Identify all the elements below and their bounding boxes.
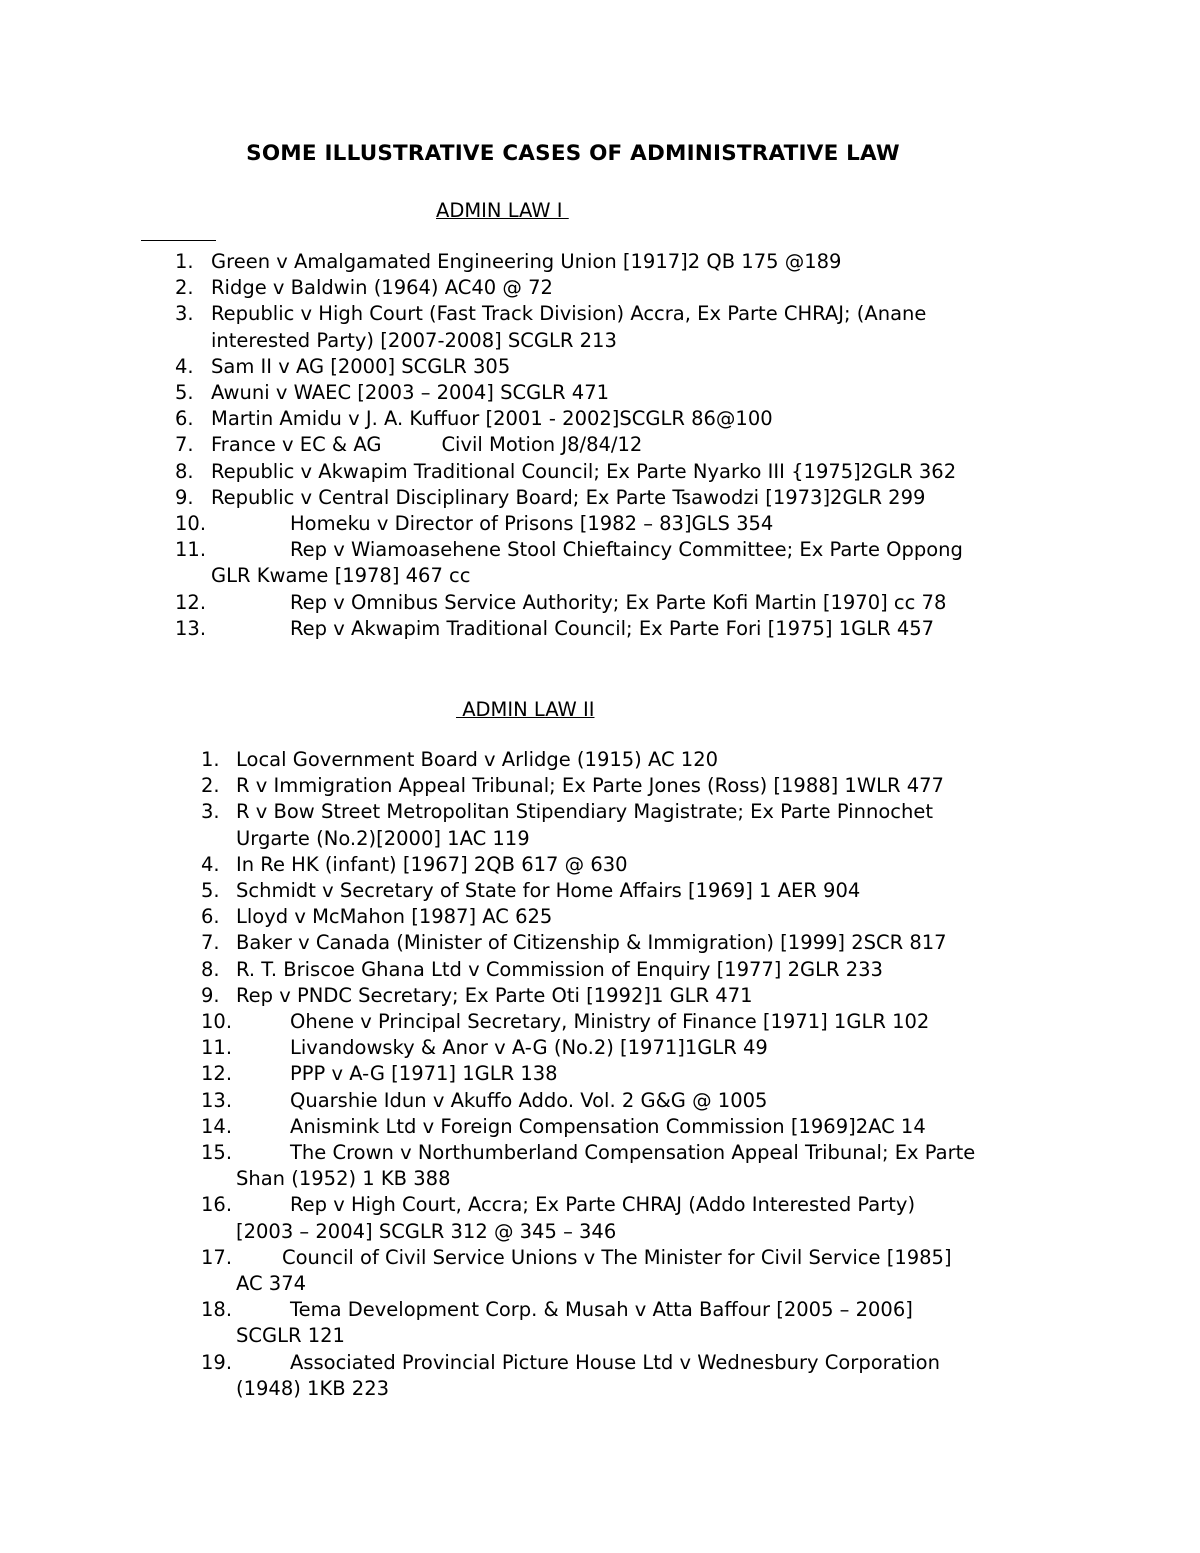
list-item: 4. In Re HK (infant) [1967] 2QB 617 @ 630 <box>201 852 628 876</box>
case-text: Republic v High Court (Fast Track Division) Accra, Ex Parte CHRAJ; (Anane <box>211 302 927 326</box>
list-item: 12. PPP v A-G [1971] 1GLR 138 <box>201 1062 558 1086</box>
case-text: Martin Amidu v J. A. Kuffuor [2001 - 2002]SCGLR 86@100 <box>211 407 773 431</box>
case-text: Rep v PNDC Secretary; Ex Parte Oti [1992]1 GLR 471 <box>236 983 753 1007</box>
case-text-continuation: interested Party) [2007-2008] SCGLR 213 <box>211 328 617 352</box>
case-text: Ridge v Baldwin (1964) AC40 @ 72 <box>211 276 553 300</box>
case-text: Green v Amalgamated Engineering Union [1917]2 QB 175 @189 <box>211 250 842 273</box>
case-text: Council of Civil Service Unions v The Minister for Civil Service [1985] <box>282 1245 952 1269</box>
case-text: Homeku v Director of Prisons [1982 – 83]GLS 354 <box>290 512 774 536</box>
list-item: 1. Local Government Board v Arlidge (1915) AC 120 <box>201 748 719 771</box>
case-text: Quarshie Idun v Akuffo Addo. Vol. 2 G&G @ 1005 <box>290 1088 768 1112</box>
case-text-continuation: [2003 – 2004] SCGLR 312 @ 345 – 346 <box>236 1219 617 1243</box>
list-item: 13. Quarshie Idun v Akuffo Addo. Vol. 2 G&G @ 1005 <box>201 1088 768 1112</box>
list-item: 5. Awuni v WAEC [2003 – 2004] SCGLR 471 <box>175 381 610 405</box>
case-text-continuation: Urgarte (No.2)[2000] 1AC 119 <box>236 826 530 850</box>
case-text-civil-motion: Civil Motion J8/84/12 <box>441 433 643 457</box>
list-item: 19. Associated Provincial Picture House Ltd v Wednesbury Corporation (1948) 1KB 223 <box>201 1350 975 1402</box>
case-text: R v Immigration Appeal Tribunal; Ex Parte Jones (Ross) [1988] 1WLR 477 <box>236 774 944 798</box>
list-item: 6. Martin Amidu v J. A. Kuffuor [2001 - 2002]SCGLR 86@100 <box>175 407 773 431</box>
list-item: 12. Rep v Omnibus Service Authority; Ex Parte Kofi Martin [1970] cc 78 <box>175 590 947 614</box>
case-text: Baker v Canada (Minister of Citizenship & Immigration) [1999] 2SCR 817 <box>236 931 947 955</box>
case-text: Ohene v Principal Secretary, Ministry of Finance [1971] 1GLR 102 <box>290 1010 930 1034</box>
case-text: Republic v Akwapim Traditional Council; Ex Parte Nyarko III {1975]2GLR 362 <box>211 459 957 483</box>
case-text-continuation: (1948) 1KB 223 <box>236 1376 390 1400</box>
list-item: 1. Green v Amalgamated Engineering Union [1917]2 QB 175 @189 <box>175 250 842 273</box>
list-item: 16. Rep v High Court, Accra; Ex Parte CHRAJ (Addo Interested Party) [2003 – 2004] SCGLR 312 @ 345 – 346 <box>201 1192 975 1244</box>
list-item: 11. Livandowsky & Anor v A-G (No.2) [1971]1GLR 49 <box>201 1036 768 1060</box>
case-text: Associated Provincial Picture House Ltd v Wednesbury Corporation <box>290 1350 940 1374</box>
divider-rule <box>141 240 216 241</box>
case-text: Rep v Omnibus Service Authority; Ex Parte Kofi Martin [1970] cc 78 <box>290 590 947 614</box>
list-item: 3. R v Bow Street Metropolitan Stipendiary Magistrate; Ex Parte Pinnochet Urgarte (No.2)[2000] 1AC 119 <box>201 800 933 850</box>
section-heading-admin-law-1: ADMIN LAW I <box>436 199 569 222</box>
list-item: 13. Rep v Akwapim Traditional Council; Ex Parte Fori [1975] 1GLR 457 <box>175 616 935 640</box>
list-item: 5. Schmidt v Secretary of State for Home Affairs [1969] 1 AER 904 <box>201 879 861 903</box>
case-text-continuation: Shan (1952) 1 KB 388 <box>236 1167 451 1191</box>
list-item: 8. R. T. Briscoe Ghana Ltd v Commission of Enquiry [1977] 2GLR 233 <box>201 957 883 981</box>
document-title: SOME ILLUSTRATIVE CASES OF ADMINISTRATIVE LAW <box>246 141 900 166</box>
case-text: Rep v Wiamoasehene Stool Chieftaincy Committee; Ex Parte Oppong <box>290 538 963 562</box>
list-item: 4. Sam II v AG [2000] SCGLR 305 <box>175 354 511 378</box>
case-text: Livandowsky & Anor v A-G (No.2) [1971]1GLR 49 <box>290 1036 768 1060</box>
case-text: R v Bow Street Metropolitan Stipendiary Magistrate; Ex Parte Pinnochet <box>236 800 933 824</box>
case-text: Rep v High Court, Accra; Ex Parte CHRAJ (Addo Interested Party) <box>290 1193 916 1217</box>
case-text: France v EC & AG <box>211 433 382 457</box>
list-item: 17. Council of Civil Service Unions v The Minister for Civil Service [1985] AC 374 <box>201 1245 975 1297</box>
list-item: 18. Tema Development Corp. & Musah v Atta Baffour [2005 – 2006] SCGLR 121 <box>201 1297 975 1349</box>
list-item: 15. The Crown v Northumberland Compensation Appeal Tribunal; Ex Parte Shan (1952) 1 KB 388 <box>201 1140 975 1192</box>
case-text: In Re HK (infant) [1967] 2QB 617 @ 630 <box>236 852 628 876</box>
case-text: PPP v A-G [1971] 1GLR 138 <box>290 1062 558 1086</box>
case-text-continuation: AC 374 <box>236 1272 307 1296</box>
list-item: 9. Republic v Central Disciplinary Board; Ex Parte Tsawodzi [1973]2GLR 299 <box>175 485 926 509</box>
case-text-continuation: GLR Kwame [1978] 467 cc <box>211 564 471 588</box>
list-item: 6. Lloyd v McMahon [1987] AC 625 <box>201 905 553 929</box>
list-item: 8. Republic v Akwapim Traditional Council; Ex Parte Nyarko III {1975]2GLR 362 <box>175 459 957 483</box>
list-item: 2. Ridge v Baldwin (1964) AC40 @ 72 <box>175 276 553 300</box>
case-text: Awuni v WAEC [2003 – 2004] SCGLR 471 <box>211 381 610 405</box>
section-heading-admin-law-2: ADMIN LAW II <box>456 698 595 721</box>
case-text: The Crown v Northumberland Compensation Appeal Tribunal; Ex Parte <box>290 1141 976 1165</box>
case-text: Anismink Ltd v Foreign Compensation Commission [1969]2AC 14 <box>290 1114 926 1138</box>
list-item: 7. France v EC & AG Civil Motion J8/84/12 <box>175 433 643 457</box>
list-item: 14. Anismink Ltd v Foreign Compensation Commission [1969]2AC 14 <box>201 1114 926 1138</box>
list-item: 2. R v Immigration Appeal Tribunal; Ex Parte Jones (Ross) [1988] 1WLR 477 <box>201 774 944 798</box>
list-item: 10. Ohene v Principal Secretary, Ministry of Finance [1971] 1GLR 102 <box>201 1010 930 1034</box>
list-item: 3. Republic v High Court (Fast Track Division) Accra, Ex Parte CHRAJ; (Anane interested Party) [2007-2008] SCGLR 213 <box>175 302 927 352</box>
case-text-continuation: SCGLR 121 <box>236 1324 345 1348</box>
list-item: 9. Rep v PNDC Secretary; Ex Parte Oti [1992]1 GLR 471 <box>201 983 753 1007</box>
case-list-admin-law-1 <box>175 249 963 642</box>
case-list-admin-law-2 <box>201 747 975 1402</box>
case-text: Republic v Central Disciplinary Board; Ex Parte Tsawodzi [1973]2GLR 299 <box>211 485 926 509</box>
list-item: 10. Homeku v Director of Prisons [1982 – 83]GLS 354 <box>175 512 774 536</box>
list-item: 11. Rep v Wiamoasehene Stool Chieftaincy Committee; Ex Parte Oppong GLR Kwame [1978] 467 cc <box>175 537 963 589</box>
case-text: Tema Development Corp. & Musah v Atta Baffour [2005 – 2006] <box>290 1298 913 1322</box>
case-text: Sam II v AG [2000] SCGLR 305 <box>211 354 511 378</box>
case-text: R. T. Briscoe Ghana Ltd v Commission of Enquiry [1977] 2GLR 233 <box>236 957 883 981</box>
case-text: Schmidt v Secretary of State for Home Affairs [1969] 1 AER 904 <box>236 879 861 903</box>
case-text: Lloyd v McMahon [1987] AC 625 <box>236 905 553 929</box>
list-item: 7. Baker v Canada (Minister of Citizenship & Immigration) [1999] 2SCR 817 <box>201 931 947 955</box>
case-text: Local Government Board v Arlidge (1915) AC 120 <box>236 748 719 771</box>
case-text: Rep v Akwapim Traditional Council; Ex Parte Fori [1975] 1GLR 457 <box>290 616 935 640</box>
